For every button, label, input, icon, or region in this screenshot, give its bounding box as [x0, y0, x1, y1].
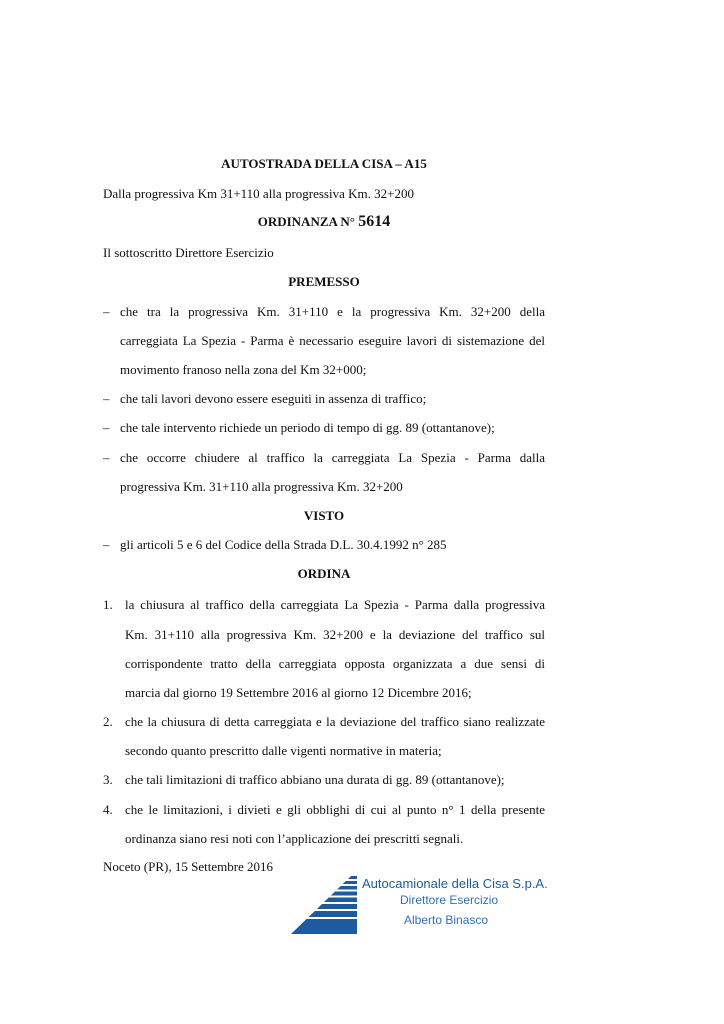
signatory-role: Direttore Esercizio: [400, 893, 499, 907]
ordina-item-1-line-3: corrispondente tratto della carreggiata opposta organizzata a due sensi di: [125, 656, 545, 671]
premesso-item-4-line-1: che occorre chiudere al traffico la carreggiata La Spezia - Parma dalla: [120, 450, 545, 465]
ordina-item-number: 3.: [103, 772, 113, 787]
bullet-dash: –: [103, 391, 110, 406]
premesso-item-1-line-1: che tra la progressiva Km. 31+110 e la progressiva Km. 32+200 della: [120, 304, 545, 319]
bullet-dash: –: [103, 304, 110, 319]
progressive-range: Dalla progressiva Km 31+110 alla progressiva Km. 32+200: [103, 186, 414, 201]
premesso-item-3: che tale intervento richiede un periodo di tempo di gg. 89 (ottantanove);: [120, 420, 495, 435]
premesso-heading: PREMESSO: [288, 274, 360, 289]
premesso-item-1-line-3: movimento franoso nella zona del Km 32+000;: [120, 362, 367, 377]
ordinance-number: 5614: [358, 213, 391, 230]
ordina-heading: ORDINA: [297, 566, 351, 581]
ordina-item-number: 2.: [103, 714, 113, 729]
premesso-item-1-line-2: carreggiata La Spezia - Parma è necessario eseguire lavori di sistemazione del: [120, 333, 545, 348]
bullet-dash: –: [103, 420, 110, 435]
ordina-item-1-line-1: la chiusura al traffico della carreggiata La Spezia - Parma dalla progressiva: [125, 597, 545, 612]
signatory-line: Il sottoscritto Direttore Esercizio: [103, 245, 274, 260]
bullet-dash: –: [103, 537, 110, 552]
ordina-item-1-line-4: marcia dal giorno 19 Settembre 2016 al giorno 12 Dicembre 2016;: [125, 685, 472, 700]
premesso-item-4-line-2: progressiva Km. 31+110 alla progressiva Km. 32+200: [120, 479, 403, 494]
ordinance-heading: [100, 214, 548, 230]
visto-item-1: gli articoli 5 e 6 del Codice della Strada D.L. 30.4.1992 n° 285: [120, 537, 447, 552]
ordinance-label: ORDINANZA N°: [257, 214, 356, 229]
company-name: Autocamionale della Cisa S.p.A.: [362, 876, 548, 891]
signatory-name: Alberto Binasco: [404, 913, 489, 927]
visto-heading: VISTO: [303, 508, 345, 523]
ordina-item-1-line-2: Km. 31+110 alla progressiva Km. 32+200 e la deviazione del traffico sul: [125, 627, 545, 642]
ordina-item-2-line-1: che la chiusura di detta carreggiata e la deviazione del traffico siano realizzate: [125, 714, 545, 729]
place-date: Noceto (PR), 15 Settembre 2016: [103, 859, 274, 874]
ordina-item-2-line-2: secondo quanto prescritto dalle vigenti normative in materia;: [125, 743, 442, 758]
ordina-item-4-line-1: che le limitazioni, i divieti e gli obblighi di cui al punto n° 1 della presente: [125, 802, 545, 817]
ordina-item-number: 4.: [103, 802, 113, 817]
ordina-item-number: 1.: [103, 597, 113, 612]
ordina-item-4-line-2: ordinanza siano resi noti con l’applicazione dei prescritti segnali.: [125, 831, 464, 846]
document-title: AUTOSTRADA DELLA CISA – A15: [221, 156, 427, 171]
premesso-item-2: che tali lavori devono essere eseguiti in assenza di traffico;: [120, 391, 427, 406]
ordina-item-3: che tali limitazioni di traffico abbiano una durata di gg. 89 (ottantanove);: [125, 772, 505, 787]
bullet-dash: –: [103, 450, 110, 465]
